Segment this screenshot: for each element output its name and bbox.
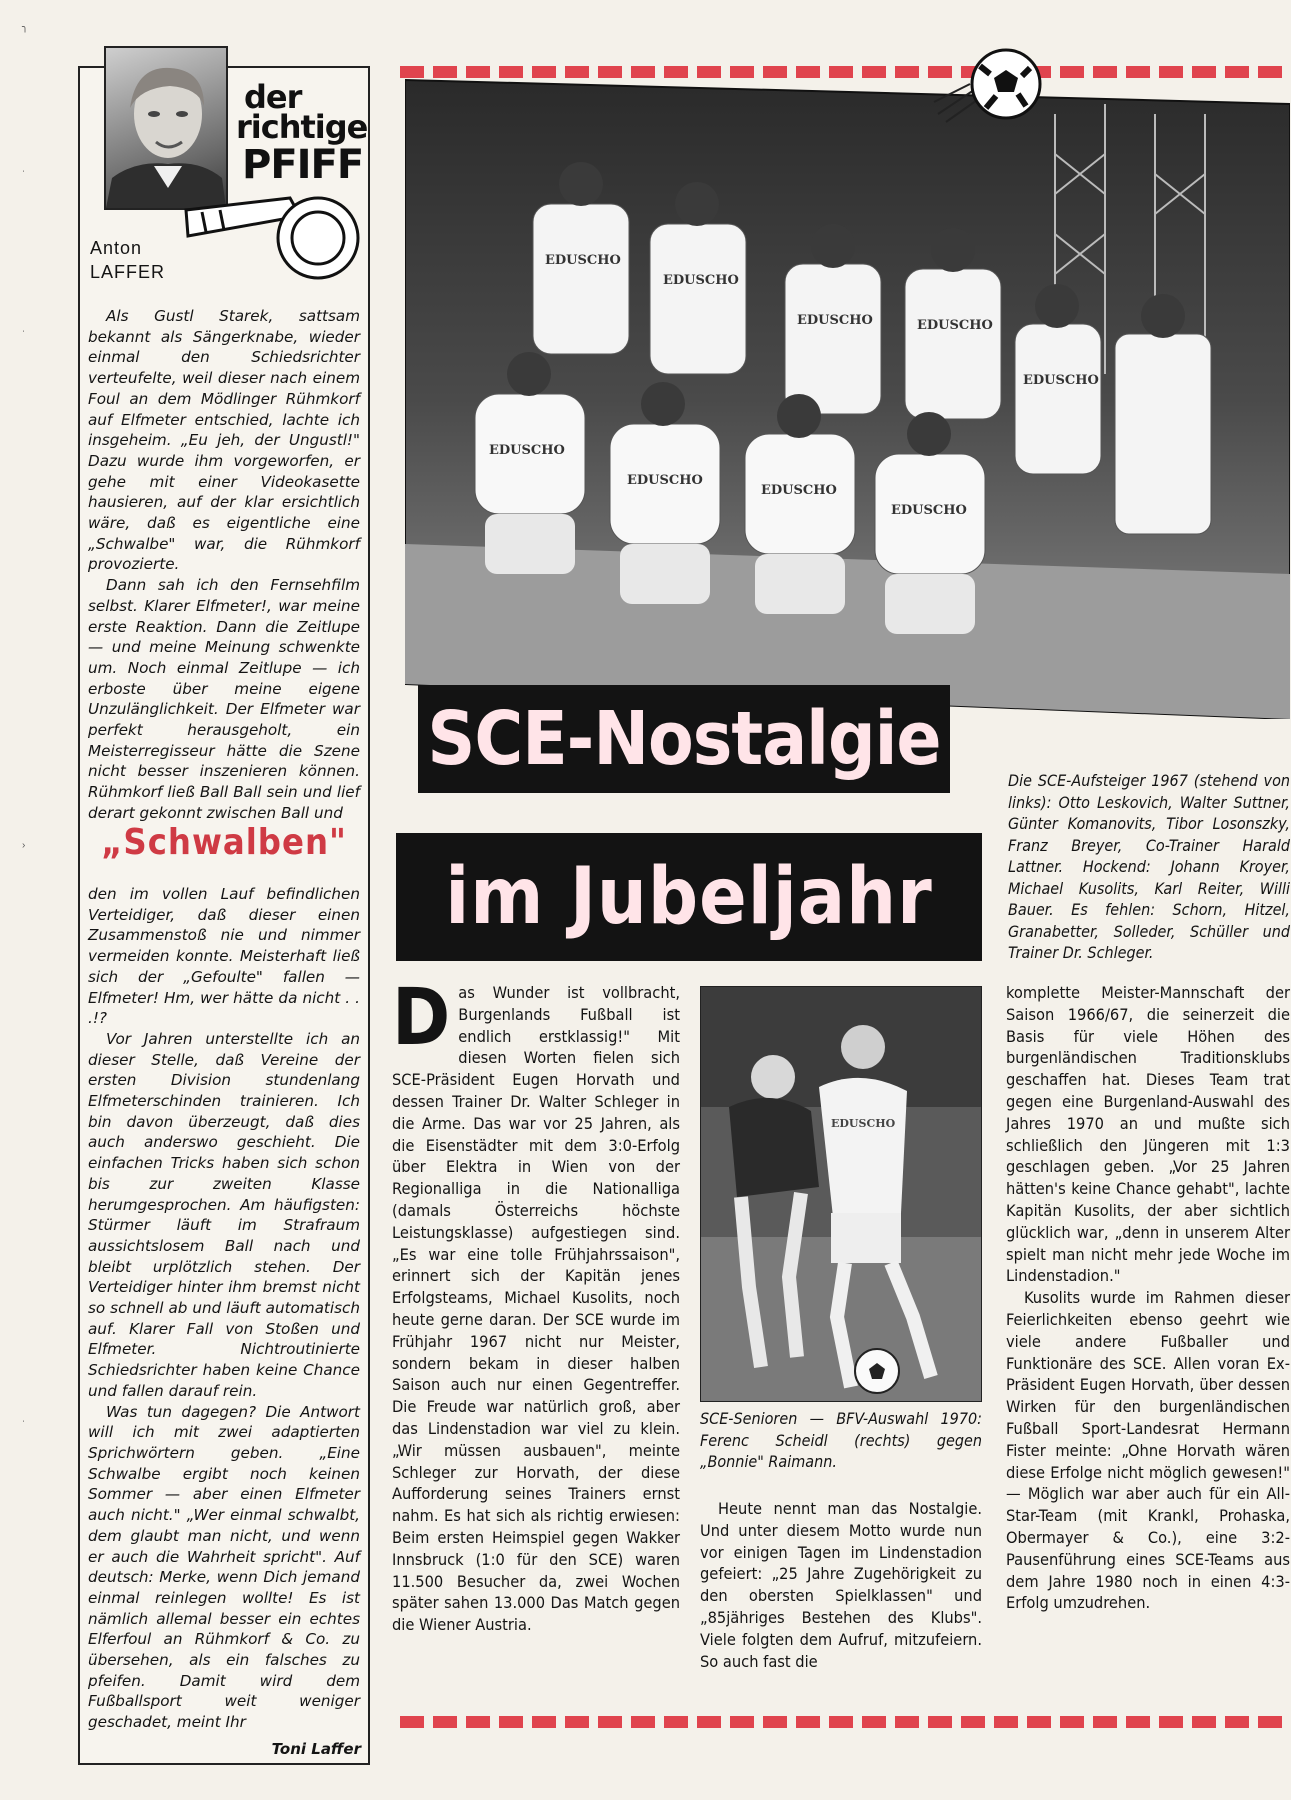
action-photo [700,986,982,1402]
column-para: Als Gustl Starek, sattsam bekannt als Sängerknabe, wieder einmal den Schiedsrichter verteufelte, weil dieser nach einem Foul an dem Mödlinger Rühmkorf auf Elfmeter entschied, lachte ich insgeheim. „Eu jeh, der Ungustl!" Dazu wurde ihm vorgeworfen, er gehe mit einer Videokasette hausieren, auf der klar ersichtlich wäre, daß es eigentliche eine „Schwalbe" war, die Rühmkorf provozierte. [88,307,360,574]
logo-pfiff: PFIFF [242,142,364,188]
shirt-label: EDUSCHO [917,318,993,333]
shirt-label: EDUSCHO [545,253,621,268]
column-para: den im vollen Lauf befindlichen Verteidiger, daß dieser einen Zusammenstoß nie und nimmer vermeiden konnte. Meisterhaft ließ sich der „Gefoulte" fallen — Elfmeter! Hm, wer hätte da nicht . . .!? [88,885,360,1028]
article-para: as Wunder ist vollbracht, Burgenlands Fußball ist endlich erstklassig!" Mit diesen Worten fielen sich SCE-Präsident Eugen Horvath und dessen Trainer Dr. Walter Schleger in die Arme. Das war vor 25 Jahren, als die Eisenstädter mit dem 3:0-Erfolg über Elektra in Wien von der Regionalliga in die Nationalliga (damals Österreichs höchste Leistungsklasse) aufgestiegen sind. „Es war eine tolle Frühjahrssaison", erinnert sich der Kapitän jenes Erfolgsteams, Michael Kusolits, noch heute gerne daran. Der SCE wurde im Frühjahr 1967 nicht nur Meister, sondern bekam in dieser halben Saison auch nur einen Gegentreffer. Die Freude war natürlich groß, aber das Lindenstadion war viel zu klein. „Wir müssen ausbauen", meinte Schleger zur Horvath, der diese Aufforderung seines Trainers ernst nahm. Es hat sich als richtig erwiesen: Beim ersten Heimspiel gegen Wakker Innsbruck (1:0 für den SCE) waren 11.500 Besucher da, zwei Wochen später sahen 13.000 Das Match gegen die Wiener Austria. [392,983,680,1635]
shirt-label: EDUSCHO [489,443,565,458]
margin-mark: › [22,840,26,851]
shirt-label: EDUSCHO [891,503,967,518]
shirt-label: EDUSCHO [627,473,703,488]
team-photo-caption: Die SCE-Aufsteiger 1967 (stehend von links): Otto Leskovich, Walter Suttner, Günter Komanovits, Tibor Losonszky, Franz Breyer, Co-Trainer Harald Lattner. Hockend: Johann Kroyer, Michael Kusolits, Karl Reiter, Willi Bauer. Es fehlen: Schorn, Hitzel, Granabetter, Solleder, Schüller und Trainer Dr. Schleger. [1008,771,1290,962]
column-para: Was tun dagegen? Die Antwort will ich mit zwei adaptierten Sprichwörtern geben. „Eine Schwalbe ergibt noch keinen Sommer — aber einen Elfmeter auch nicht." „Wer einmal schwalbt, dem glaubt man nicht, und wenn er auch die Wahrheit spricht". Auf deutsch: Merke, wenn Dich jemand einmal reinlegen wollte! Es ist nämlich allemal besser ein echtes Elferfoul an Rühmkorf & Co. zu übersehen, als ein falsches zu pfeifen. Damit wird dem Fußballsport weit weniger geschadet, meint Ihr [88,1402,360,1732]
column-para: Vor Jahren unterstellte ich an dieser Stelle, daß Vereine der ersten Division stundenlang Elfmeterschinden trainieren. Ich bin davon überzeugt, daß dies auch anderswo geschieht. Die einfachen Tricks haben sich schon bis zur zweiten Klasse herumgesprochen. Am häufigsten: Stürmer läuft im Strafraum aussichtslosem Ball nach und bleibt urplötzlich stehen. Der Verteidiger hinter ihm bremst nicht so schnell ab und läuft automatisch auf. Klarer Fall von Stoßen und Elfmeter. Nichtroutinierte Schiedsrichter haben keine Chance und fallen darauf rein. [88,1029,360,1400]
signature: Toni Laffer [271,1740,361,1758]
article-column-3 [1006,982,1290,1614]
action-photo-caption: SCE-Senioren — BFV-Auswahl 1970: Ferenc Scheidl (rechts) gegen „Bonnie" Raimann. [700,1409,982,1471]
column-text-top [88,306,360,824]
shirt-label: EDUSCHO [1023,373,1099,388]
margin-mark: ˈ [22,330,26,341]
bottom-dash-bar [400,1716,1286,1728]
shirt-label: EDUSCHO [831,1117,896,1130]
drop-cap: D [392,973,451,1063]
shirt-label: EDUSCHO [761,483,837,498]
article-para: komplette Meister-Mannschaft der Saison 1966/67, die seinerzeit die Basis für viele Höhen des burgenländischen Traditionsklubs geschaffen hat. Dieses Team trat gegen eine Burgenland-Auswahl des Jahres 1970 an und mußte sich schließlich den Jüngeren mit 1:3 geschlagen geben. „Vor 25 Jahren hätten's keine Chance gehabt", lachte Kapitän Kusolits, der aber sichtlich glücklich war, „denn in unserem Alter spielt man nicht mehr jede Woche im Lindenstadion." [1006,983,1290,1286]
author-first-name: Anton [90,238,143,258]
whistle-icon [180,186,366,286]
team-photo [405,74,1290,719]
article-column-1 [392,973,680,1636]
shirt-label: EDUSCHO [797,313,873,328]
headline-line2: im Jubeljahr [396,833,982,961]
article-column-2 [700,1498,982,1672]
article-para: Heute nennt man das Nostalgie. Und unter diesem Motto wurde nun vor einigen Tagen im Lindenstadion gefeiert: „25 Jahre Zugehörigkeit zu den obersten Spielklassen" und „85jähriges Bestehen des Klubs". Viele folgten dem Aufruf, mitzufeiern. So auch fast die [700,1499,982,1671]
column-para: Dann sah ich den Fernsehfilm selbst. Klarer Elfmeter!, war meine erste Reaktion. Dann die Zeitlupe — und meine Meinung schwenkte um. Noch einmal Zeitlupe — ich erboste über meine eigene Unzulänglichkeit. Der Elfmeter war perfekt herausgeholt, ein Meisterregisseur hätte die Szene nicht besser inszenieren können. Rühmkorf ließ Ball Ball sein und lief derart gekonnt zwischen Ball und [88,576,360,822]
football-icon [930,44,1042,124]
logo-der: der [244,78,302,116]
author-last-name: LAFFER [90,262,166,282]
margin-mark: ╮ [22,22,29,33]
column-subhead: „Schwalben" [101,822,347,863]
article-para: Kusolits wurde im Rahmen dieser Feierlichkeiten ebenso geehrt wie viele andere Fußballer und Funktionäre des SCE. Allen voran Ex-Präsident Eugen Horvath, über dessen Wirken für den burgenländischen Fußball Sport-Landesrat Hermann Fister meinte: „Ohne Horvath wären diese Erfolge nicht möglich gewesen!" — Möglich war aber auch für ein All-Star-Team (mit Krankl, Prohaska, Obermayer & Co.), eine 3:2-Pausenführung eines SCE-Teams aus dem Jahre 1980 noch in einen 4:3-Erfolg umzudrehen. [1006,1288,1290,1613]
shirt-label: EDUSCHO [663,273,739,288]
column-text-bottom [88,884,360,1733]
margin-mark: ˈ [22,1420,26,1431]
margin-mark: ˈ [22,170,26,181]
logo-richtige: richtige [236,108,368,146]
headline-line1: SCE-Nostalgie [418,685,950,793]
